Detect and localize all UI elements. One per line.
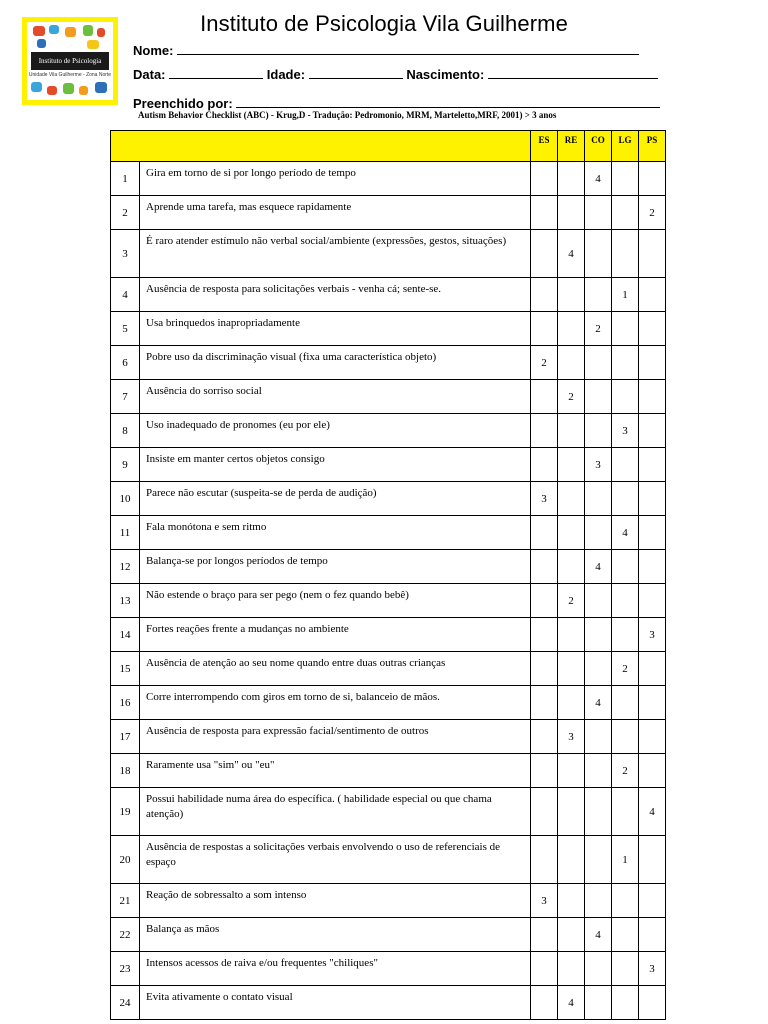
- column-header-lg: LG: [612, 131, 639, 162]
- score-cell-co[interactable]: 3: [585, 448, 612, 482]
- score-cell-lg[interactable]: [612, 720, 639, 754]
- item-description: Ausência de resposta para solicitações verbais - venha cá; sente-se.: [140, 278, 531, 312]
- puzzle-piece-icon: [87, 40, 99, 49]
- score-cell-lg[interactable]: 1: [612, 836, 639, 884]
- column-header-re: RE: [558, 131, 585, 162]
- score-cell-re[interactable]: [558, 414, 585, 448]
- item-description: Aprende uma tarefa, mas esquece rapidamente: [140, 196, 531, 230]
- score-cell-es[interactable]: [531, 686, 558, 720]
- score-cell-re[interactable]: [558, 952, 585, 986]
- table-row: [111, 884, 666, 918]
- score-cell-co[interactable]: [585, 230, 612, 278]
- age-label: Idade:: [266, 67, 306, 82]
- table-row: [111, 952, 666, 986]
- table-row: [111, 162, 666, 196]
- score-cell-ps[interactable]: [639, 278, 666, 312]
- score-cell-lg[interactable]: [612, 550, 639, 584]
- item-number: 11: [111, 516, 140, 550]
- score-cell-es[interactable]: [531, 278, 558, 312]
- puzzle-piece-icon: [47, 86, 57, 95]
- item-number: 20: [111, 836, 140, 884]
- score-cell-es[interactable]: [531, 584, 558, 618]
- item-number: 13: [111, 584, 140, 618]
- header-blank: [111, 131, 531, 162]
- item-number: 9: [111, 448, 140, 482]
- score-cell-ps[interactable]: [639, 230, 666, 278]
- item-description: Não estende o braço para ser pego (nem o fez quando bebê): [140, 584, 531, 618]
- item-number: 8: [111, 414, 140, 448]
- score-cell-es[interactable]: 2: [531, 346, 558, 380]
- score-cell-co[interactable]: 4: [585, 918, 612, 952]
- score-cell-es[interactable]: 3: [531, 482, 558, 516]
- score-cell-re[interactable]: [558, 312, 585, 346]
- score-cell-ps[interactable]: [639, 986, 666, 1020]
- score-cell-co[interactable]: [585, 788, 612, 836]
- score-cell-lg[interactable]: 3: [612, 414, 639, 448]
- score-cell-co[interactable]: [585, 584, 612, 618]
- date-label: Data:: [133, 67, 166, 82]
- age-line[interactable]: [309, 66, 403, 79]
- score-cell-ps[interactable]: [639, 550, 666, 584]
- score-cell-ps[interactable]: [639, 584, 666, 618]
- item-number: 17: [111, 720, 140, 754]
- score-cell-ps[interactable]: [639, 884, 666, 918]
- table-row: [111, 686, 666, 720]
- name-field[interactable]: [133, 42, 639, 58]
- score-cell-co[interactable]: [585, 836, 612, 884]
- score-cell-lg[interactable]: [612, 196, 639, 230]
- score-cell-es[interactable]: [531, 162, 558, 196]
- table-row: [111, 652, 666, 686]
- score-cell-re[interactable]: [558, 448, 585, 482]
- score-cell-re[interactable]: [558, 918, 585, 952]
- score-cell-ps[interactable]: [639, 754, 666, 788]
- score-cell-es[interactable]: [531, 836, 558, 884]
- score-cell-lg[interactable]: [612, 230, 639, 278]
- score-cell-es[interactable]: [531, 516, 558, 550]
- score-cell-lg[interactable]: [612, 482, 639, 516]
- item-description: Ausência de atenção ao seu nome quando entre duas outras crianças: [140, 652, 531, 686]
- item-description: Ausência do sorriso social: [140, 380, 531, 414]
- score-cell-ps[interactable]: 3: [639, 618, 666, 652]
- score-cell-co[interactable]: [585, 196, 612, 230]
- score-cell-ps[interactable]: [639, 162, 666, 196]
- item-number: 18: [111, 754, 140, 788]
- score-cell-es[interactable]: [531, 918, 558, 952]
- score-cell-ps[interactable]: [639, 918, 666, 952]
- score-cell-es[interactable]: [531, 652, 558, 686]
- score-cell-ps[interactable]: [639, 720, 666, 754]
- score-cell-es[interactable]: [531, 448, 558, 482]
- item-description: Balança-se por longos períodos de tempo: [140, 550, 531, 584]
- score-cell-ps[interactable]: [639, 346, 666, 380]
- score-cell-ps[interactable]: [639, 414, 666, 448]
- score-cell-ps[interactable]: [639, 380, 666, 414]
- score-cell-ps[interactable]: [639, 312, 666, 346]
- date-line[interactable]: [169, 66, 263, 79]
- item-number: 23: [111, 952, 140, 986]
- item-number: 16: [111, 686, 140, 720]
- score-cell-re[interactable]: [558, 754, 585, 788]
- logo-subtext: Unidade Vila Guilherme - Zona Norte: [28, 72, 112, 78]
- score-cell-ps[interactable]: 4: [639, 788, 666, 836]
- item-description: Corre interrompendo com giros em torno de si, balanceio de mãos.: [140, 686, 531, 720]
- puzzle-piece-icon: [63, 83, 74, 94]
- score-cell-es[interactable]: [531, 754, 558, 788]
- table-row: [111, 836, 666, 884]
- score-cell-ps[interactable]: [639, 686, 666, 720]
- table-row: [111, 550, 666, 584]
- score-cell-co[interactable]: [585, 278, 612, 312]
- score-cell-lg[interactable]: 4: [612, 516, 639, 550]
- name-line[interactable]: [177, 42, 639, 55]
- table-row: [111, 346, 666, 380]
- score-cell-ps[interactable]: [639, 516, 666, 550]
- column-header-ps: PS: [639, 131, 666, 162]
- score-cell-re[interactable]: [558, 618, 585, 652]
- puzzle-piece-icon: [95, 82, 107, 93]
- score-cell-lg[interactable]: [612, 986, 639, 1020]
- item-number: 4: [111, 278, 140, 312]
- score-cell-es[interactable]: [531, 618, 558, 652]
- score-cell-es[interactable]: [531, 986, 558, 1020]
- column-header-co: CO: [585, 131, 612, 162]
- table-row: [111, 754, 666, 788]
- score-cell-re[interactable]: 2: [558, 584, 585, 618]
- score-cell-co[interactable]: [585, 652, 612, 686]
- abc-checklist-table: [110, 130, 666, 1020]
- item-number: 2: [111, 196, 140, 230]
- item-description: Gira em torno de si por longo período de tempo: [140, 162, 531, 196]
- filled-by-label: Preenchido por:: [133, 96, 233, 111]
- table-row: [111, 516, 666, 550]
- score-cell-lg[interactable]: [612, 380, 639, 414]
- score-cell-lg[interactable]: [612, 584, 639, 618]
- item-description: Uso inadequado de pronomes (eu por ele): [140, 414, 531, 448]
- score-cell-lg[interactable]: [612, 952, 639, 986]
- score-cell-re[interactable]: [558, 788, 585, 836]
- score-cell-ps[interactable]: [639, 836, 666, 884]
- page-title: Instituto de Psicologia Vila Guilherme: [200, 11, 568, 36]
- item-description: Usa brinquedos inapropriadamente: [140, 312, 531, 346]
- item-number: 1: [111, 162, 140, 196]
- item-description: Parece não escutar (suspeita-se de perda de audição): [140, 482, 531, 516]
- table-row: [111, 720, 666, 754]
- item-description: Reação de sobressalto a som intenso: [140, 884, 531, 918]
- item-description: Fala monótona e sem ritmo: [140, 516, 531, 550]
- table-row: [111, 986, 666, 1020]
- score-cell-es[interactable]: [531, 380, 558, 414]
- score-cell-lg[interactable]: [612, 788, 639, 836]
- table-row: [111, 380, 666, 414]
- score-cell-es[interactable]: 3: [531, 884, 558, 918]
- score-cell-re[interactable]: [558, 196, 585, 230]
- score-cell-es[interactable]: [531, 414, 558, 448]
- score-cell-lg[interactable]: [612, 312, 639, 346]
- score-cell-co[interactable]: [585, 986, 612, 1020]
- table-row: [111, 918, 666, 952]
- score-cell-co[interactable]: [585, 482, 612, 516]
- item-number: 14: [111, 618, 140, 652]
- table-row: [111, 788, 666, 836]
- score-cell-lg[interactable]: [612, 162, 639, 196]
- item-description: Raramente usa "sim" ou "eu": [140, 754, 531, 788]
- item-number: 21: [111, 884, 140, 918]
- score-cell-co[interactable]: 4: [585, 686, 612, 720]
- score-cell-re[interactable]: [558, 346, 585, 380]
- item-number: 22: [111, 918, 140, 952]
- score-cell-co[interactable]: 4: [585, 550, 612, 584]
- score-cell-lg[interactable]: [612, 686, 639, 720]
- item-description: Ausência de resposta para expressão facial/sentimento de outros: [140, 720, 531, 754]
- score-cell-lg[interactable]: [612, 918, 639, 952]
- item-number: 15: [111, 652, 140, 686]
- score-cell-lg[interactable]: [612, 884, 639, 918]
- item-description: É raro atender estímulo não verbal social/ambiente (expressões, gestos, situações): [140, 230, 531, 278]
- table-row: [111, 312, 666, 346]
- item-description: Evita ativamente o contato visual: [140, 986, 531, 1020]
- score-cell-co[interactable]: [585, 754, 612, 788]
- score-cell-lg[interactable]: 2: [612, 754, 639, 788]
- logo-text: Instituto de Psicologia: [31, 52, 109, 70]
- score-cell-co[interactable]: [585, 380, 612, 414]
- score-cell-ps[interactable]: [639, 482, 666, 516]
- score-cell-ps[interactable]: 2: [639, 196, 666, 230]
- table-row: [111, 618, 666, 652]
- item-number: 6: [111, 346, 140, 380]
- score-cell-lg[interactable]: 1: [612, 278, 639, 312]
- filled-by-line[interactable]: [236, 95, 660, 108]
- item-description: Fortes reações frente a mudanças no ambiente: [140, 618, 531, 652]
- score-cell-es[interactable]: [531, 230, 558, 278]
- score-cell-co[interactable]: [585, 346, 612, 380]
- table-row: [111, 196, 666, 230]
- item-number: 24: [111, 986, 140, 1020]
- score-cell-re[interactable]: [558, 162, 585, 196]
- item-number: 19: [111, 788, 140, 836]
- puzzle-piece-icon: [79, 86, 88, 95]
- score-cell-re[interactable]: [558, 652, 585, 686]
- birth-line[interactable]: [488, 66, 658, 79]
- score-cell-lg[interactable]: [612, 346, 639, 380]
- item-number: 5: [111, 312, 140, 346]
- score-cell-re[interactable]: 4: [558, 986, 585, 1020]
- score-cell-ps[interactable]: 3: [639, 952, 666, 986]
- item-number: 7: [111, 380, 140, 414]
- birth-label: Nascimento:: [406, 67, 485, 82]
- item-description: Pobre uso da discriminação visual (fixa uma característica objeto): [140, 346, 531, 380]
- score-cell-es[interactable]: [531, 720, 558, 754]
- table-row: [111, 482, 666, 516]
- score-cell-es[interactable]: [531, 196, 558, 230]
- item-description: Insiste em manter certos objetos consigo: [140, 448, 531, 482]
- table-row: [111, 584, 666, 618]
- name-label: Nome:: [133, 43, 174, 58]
- score-cell-re[interactable]: 2: [558, 380, 585, 414]
- score-cell-es[interactable]: [531, 952, 558, 986]
- score-cell-re[interactable]: [558, 686, 585, 720]
- score-cell-re[interactable]: [558, 836, 585, 884]
- score-cell-lg[interactable]: [612, 448, 639, 482]
- puzzle-piece-icon: [37, 39, 46, 48]
- table-row: [111, 230, 666, 278]
- score-cell-re[interactable]: [558, 278, 585, 312]
- item-number: 10: [111, 482, 140, 516]
- score-cell-ps[interactable]: [639, 448, 666, 482]
- item-description: Intensos acessos de raiva e/ou frequentes "chiliques": [140, 952, 531, 986]
- score-cell-co[interactable]: [585, 952, 612, 986]
- score-cell-co[interactable]: [585, 884, 612, 918]
- score-cell-es[interactable]: [531, 788, 558, 836]
- score-cell-re[interactable]: [558, 884, 585, 918]
- date-field[interactable]: [133, 66, 658, 82]
- score-cell-lg[interactable]: [612, 618, 639, 652]
- table-row: [111, 448, 666, 482]
- score-cell-re[interactable]: [558, 482, 585, 516]
- score-cell-co[interactable]: 2: [585, 312, 612, 346]
- item-number: 3: [111, 230, 140, 278]
- score-cell-co[interactable]: [585, 618, 612, 652]
- puzzle-piece-icon: [31, 82, 42, 92]
- score-cell-re[interactable]: [558, 516, 585, 550]
- filled-by-field[interactable]: [133, 95, 660, 111]
- score-cell-co[interactable]: [585, 720, 612, 754]
- score-cell-re[interactable]: [558, 550, 585, 584]
- score-cell-co[interactable]: [585, 414, 612, 448]
- score-cell-re[interactable]: 4: [558, 230, 585, 278]
- score-cell-co[interactable]: 4: [585, 162, 612, 196]
- table-row: [111, 278, 666, 312]
- item-description: Possui habilidade numa área do específica. ( habilidade especial ou que chama atenção): [140, 788, 531, 836]
- score-cell-es[interactable]: [531, 312, 558, 346]
- item-number: 12: [111, 550, 140, 584]
- table-row: [111, 414, 666, 448]
- item-description: Balança as mãos: [140, 918, 531, 952]
- score-cell-lg[interactable]: 2: [612, 652, 639, 686]
- score-cell-es[interactable]: [531, 550, 558, 584]
- item-description: Ausência de respostas a solicitações verbais envolvendo o uso de referenciais de espaço: [140, 836, 531, 884]
- checklist-subtitle: Autism Behavior Checklist (ABC) - Krug,D - Tradução: Pedromonio, MRM, Marteletto,MRF, 2001) > 3 anos: [138, 110, 557, 120]
- score-cell-re[interactable]: 3: [558, 720, 585, 754]
- score-cell-ps[interactable]: [639, 652, 666, 686]
- column-header-es: ES: [531, 131, 558, 162]
- score-cell-co[interactable]: [585, 516, 612, 550]
- table-header-row: [111, 131, 666, 162]
